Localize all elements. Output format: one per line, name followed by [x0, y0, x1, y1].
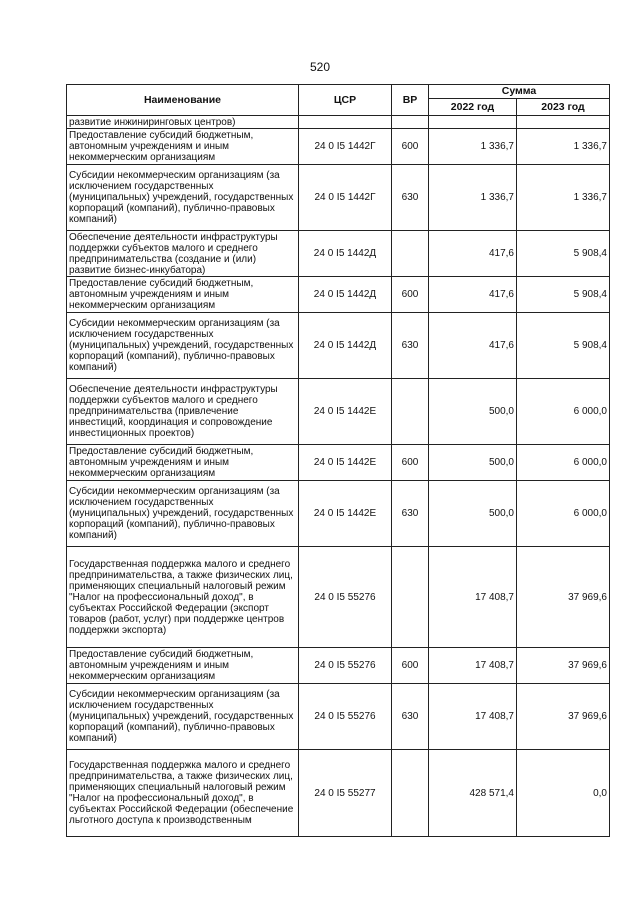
header-year-2022: 2022 год: [429, 99, 517, 116]
row-csr-cell: 24 0 I5 1442Е: [299, 481, 392, 547]
row-amount-2023-cell: 37 969,6: [517, 684, 610, 750]
table-row: [67, 684, 610, 750]
table-row: [67, 231, 610, 277]
row-amount-2023-cell: 6 000,0: [517, 379, 610, 445]
row-amount-2022-cell: 500,0: [429, 379, 517, 445]
table-row: [67, 445, 610, 481]
row-amount-2022-cell: [429, 116, 517, 129]
row-amount-2023-cell: 5 908,4: [517, 277, 610, 313]
row-amount-2023-cell: 5 908,4: [517, 231, 610, 277]
row-amount-2022-cell: 17 408,7: [429, 648, 517, 684]
header-year-2023: 2023 год: [517, 99, 610, 116]
row-amount-2022-cell: 428 571,4: [429, 750, 517, 837]
page-number: 520: [309, 60, 331, 74]
row-amount-2022-cell: 417,6: [429, 231, 517, 277]
row-amount-2023-cell: 37 969,6: [517, 547, 610, 648]
table-row: [67, 165, 610, 231]
row-name-cell: Обеспечение деятельности инфраструктуры поддержки субъектов малого и среднего предпринимательства (создание и (или) развитие бизнес-инкубатора): [67, 231, 299, 277]
table-row: [67, 116, 610, 129]
row-name-cell: Обеспечение деятельности инфраструктуры поддержки субъектов малого и среднего предпринимательства (привлечение инвестиций, координация и сопровождение инвестиционных проектов): [67, 379, 299, 445]
row-name-cell: Предоставление субсидий бюджетным, автономным учреждениям и иным некоммерческим организациям: [67, 445, 299, 481]
budget-table: [66, 84, 610, 837]
row-vr-cell: 630: [392, 313, 429, 379]
row-vr-cell: [392, 231, 429, 277]
row-name-cell: Субсидии некоммерческим организациям (за исключением государственных (муниципальных) учреждений, государственных корпораций (компаний), публично-правовых компаний): [67, 313, 299, 379]
row-vr-cell: 600: [392, 129, 429, 165]
row-amount-2022-cell: 17 408,7: [429, 547, 517, 648]
table-row: [67, 481, 610, 547]
table-row: [67, 648, 610, 684]
header-name: Наименование: [67, 85, 299, 116]
row-amount-2023-cell: 1 336,7: [517, 165, 610, 231]
row-amount-2022-cell: 500,0: [429, 445, 517, 481]
row-amount-2022-cell: 1 336,7: [429, 129, 517, 165]
row-csr-cell: 24 0 I5 1442Е: [299, 379, 392, 445]
row-vr-cell: 630: [392, 165, 429, 231]
header-sum: Сумма: [429, 85, 610, 99]
row-name-cell: Субсидии некоммерческим организациям (за исключением государственных (муниципальных) учреждений, государственных корпораций (компаний), публично-правовых компаний): [67, 165, 299, 231]
row-amount-2023-cell: 6 000,0: [517, 445, 610, 481]
table-row: [67, 129, 610, 165]
row-name-cell: Субсидии некоммерческим организациям (за исключением государственных (муниципальных) учреждений, государственных корпораций (компаний), публично-правовых компаний): [67, 684, 299, 750]
row-csr-cell: 24 0 I5 55277: [299, 750, 392, 837]
row-vr-cell: [392, 547, 429, 648]
row-amount-2022-cell: 417,6: [429, 277, 517, 313]
row-csr-cell: 24 0 I5 55276: [299, 684, 392, 750]
row-amount-2023-cell: [517, 116, 610, 129]
row-amount-2023-cell: 0,0: [517, 750, 610, 837]
row-vr-cell: [392, 379, 429, 445]
row-csr-cell: 24 0 I5 1442Д: [299, 231, 392, 277]
row-amount-2022-cell: 17 408,7: [429, 684, 517, 750]
table-body: [67, 116, 610, 837]
row-name-cell: Государственная поддержка малого и среднего предпринимательства, а также физических лиц, применяющих специальный налоговый режим "Налог на профессиональный доход", в субъектах Российской Федерации (экспорт товаров (работ, услуг) при поддержке центров поддержки экспорта): [67, 547, 299, 648]
table-row: [67, 277, 610, 313]
row-amount-2023-cell: 1 336,7: [517, 129, 610, 165]
row-csr-cell: 24 0 I5 1442Е: [299, 445, 392, 481]
row-vr-cell: 600: [392, 277, 429, 313]
row-vr-cell: 600: [392, 445, 429, 481]
row-vr-cell: [392, 116, 429, 129]
row-vr-cell: 630: [392, 684, 429, 750]
table-row: [67, 547, 610, 648]
row-amount-2022-cell: 500,0: [429, 481, 517, 547]
row-name-cell: Предоставление субсидий бюджетным, автономным учреждениям и иным некоммерческим организациям: [67, 129, 299, 165]
row-csr-cell: [299, 116, 392, 129]
row-csr-cell: 24 0 I5 1442Г: [299, 129, 392, 165]
row-amount-2023-cell: 6 000,0: [517, 481, 610, 547]
row-csr-cell: 24 0 I5 1442Г: [299, 165, 392, 231]
row-csr-cell: 24 0 I5 55276: [299, 648, 392, 684]
table-row: [67, 750, 610, 837]
header-vr: ВР: [392, 85, 429, 116]
header-csr: ЦСР: [299, 85, 392, 116]
table-row: [67, 313, 610, 379]
row-csr-cell: 24 0 I5 55276: [299, 547, 392, 648]
row-csr-cell: 24 0 I5 1442Д: [299, 313, 392, 379]
row-amount-2023-cell: 37 969,6: [517, 648, 610, 684]
row-vr-cell: 600: [392, 648, 429, 684]
row-vr-cell: [392, 750, 429, 837]
row-amount-2023-cell: 5 908,4: [517, 313, 610, 379]
row-amount-2022-cell: 417,6: [429, 313, 517, 379]
row-name-cell: Субсидии некоммерческим организациям (за исключением государственных (муниципальных) учреждений, государственных корпораций (компаний), публично-правовых компаний): [67, 481, 299, 547]
row-vr-cell: 630: [392, 481, 429, 547]
row-name-cell: Государственная поддержка малого и среднего предпринимательства, а также физических лиц, применяющих специальный налоговый режим "Налог на профессиональный доход", в субъектах Российской Федерации (обеспечение льготного доступа к производственным: [67, 750, 299, 837]
row-csr-cell: 24 0 I5 1442Д: [299, 277, 392, 313]
row-name-cell: развитие инжиниринговых центров): [67, 116, 299, 129]
row-name-cell: Предоставление субсидий бюджетным, автономным учреждениям и иным некоммерческим организациям: [67, 277, 299, 313]
row-name-cell: Предоставление субсидий бюджетным, автономным учреждениям и иным некоммерческим организациям: [67, 648, 299, 684]
row-amount-2022-cell: 1 336,7: [429, 165, 517, 231]
table-row: [67, 379, 610, 445]
